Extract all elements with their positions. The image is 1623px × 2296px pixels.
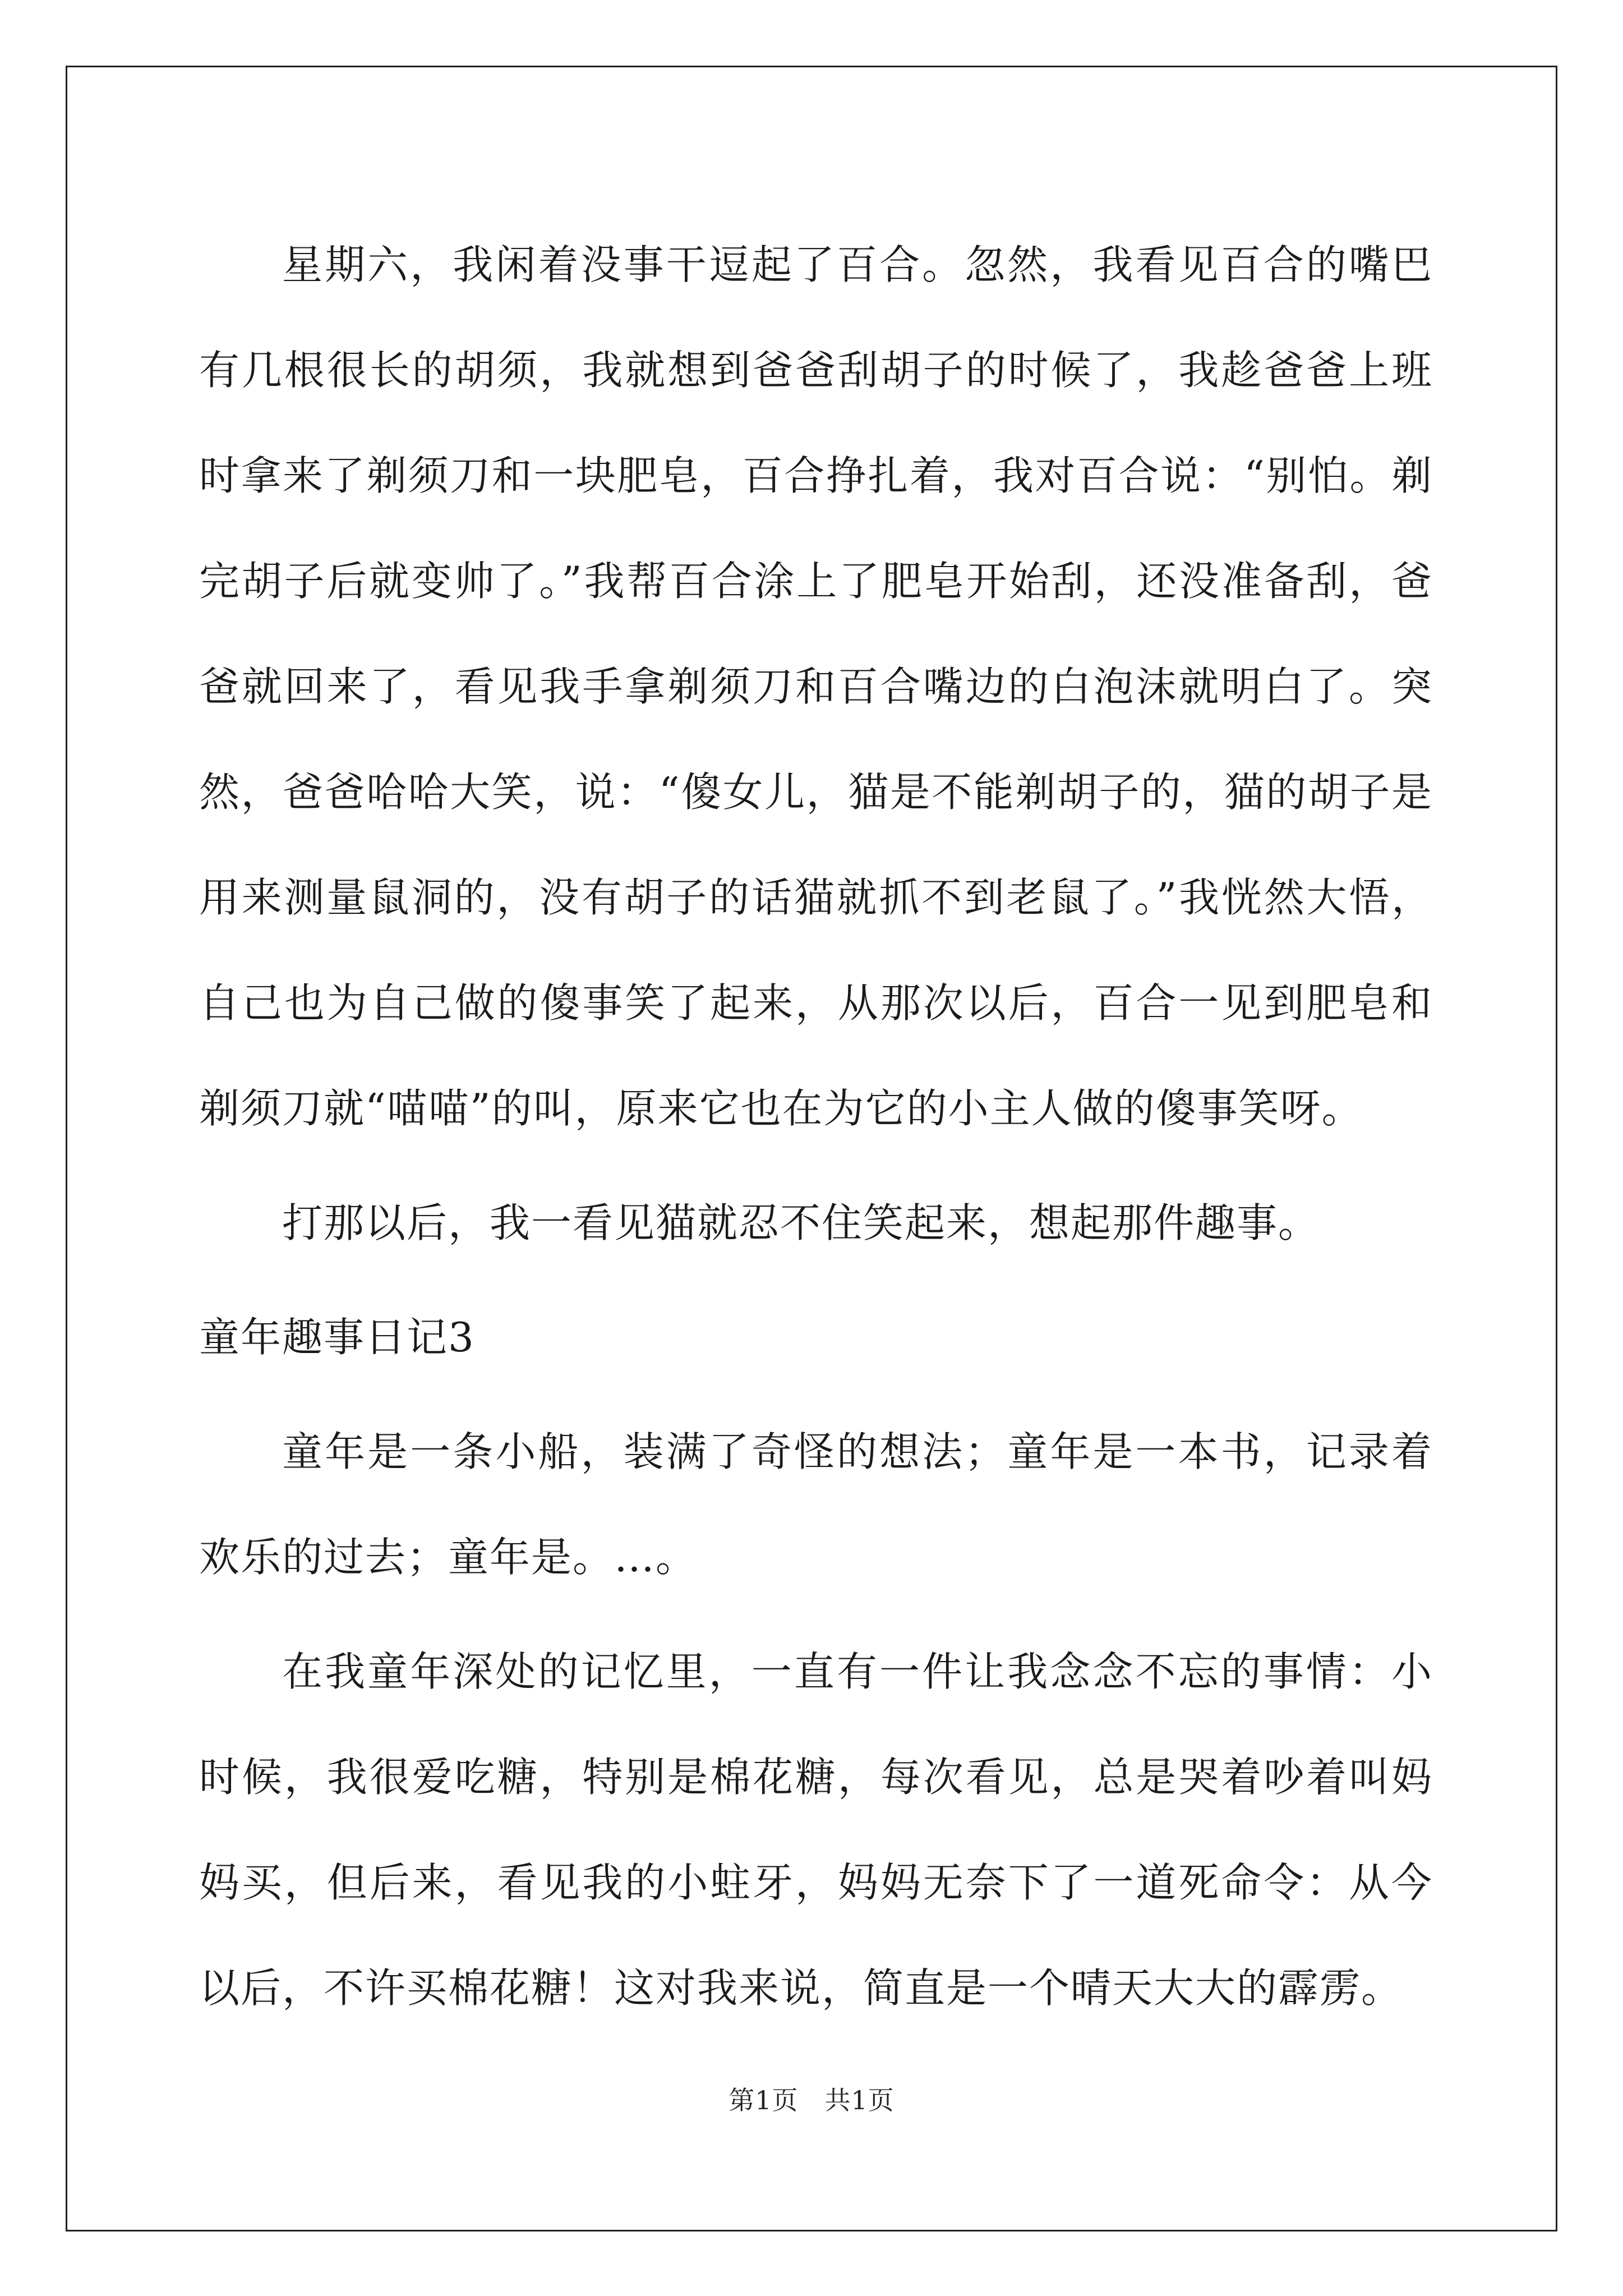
paragraph-cotton-candy: 在我童年深处的记忆里，一直有一件让我念念不忘的事情：小时候，我很爱吃糖，特别是棉花糖，每次看见，总是哭着吵着叫妈妈买，但后来，看见我的小蛀牙，妈妈无奈下了一道死命令：从今以后，不许买棉花糖！这对我来说，简直是一个晴天大大的霹雳。 — [199, 1648, 1433, 2012]
paragraph-cat-story: 星期六，我闲着没事干逗起了百合。忽然，我看见百合的嘴巴有几根很长的胡须，我就想到爸爸刮胡子的时候了，我趁爸爸上班时拿来了剃须刀和一块肥皂，百合挣扎着，我对百合说：“别怕。剃完胡子后就变帅了。”我帮百合涂上了肥皂开始刮，还没准备刮，爸爸就回来了，看见我手拿剃须刀和百合嘴边的白泡沫就明白了。突然，爸爸哈哈大笑，说：“傻女儿，猫是不能剃胡子的，猫的胡子是用来测量鼠洞的，没有胡子的话猫就抓不到老鼠了。”我恍然大悟，自己也为自己做的傻事笑了起来，从那次以后，百合一见到肥皂和剃须刀就“喵喵”的叫，原来它也在为它的小主人做的傻事笑呀。 — [199, 241, 1433, 1132]
section-heading: 童年趣事日记3 — [199, 1314, 475, 1361]
page-number-footer: 第1页 共1页 — [728, 2085, 895, 2115]
document-body — [199, 212, 1433, 2050]
paragraph-afterward: 打那以后，我一看见猫就忍不住笑起来，想起那件趣事。 — [282, 1199, 1320, 1246]
paragraph-childhood-intro: 童年是一条小船，装满了奇怪的想法；童年是一本书，记录着欢乐的过去；童年是。…。 — [199, 1428, 1433, 1581]
